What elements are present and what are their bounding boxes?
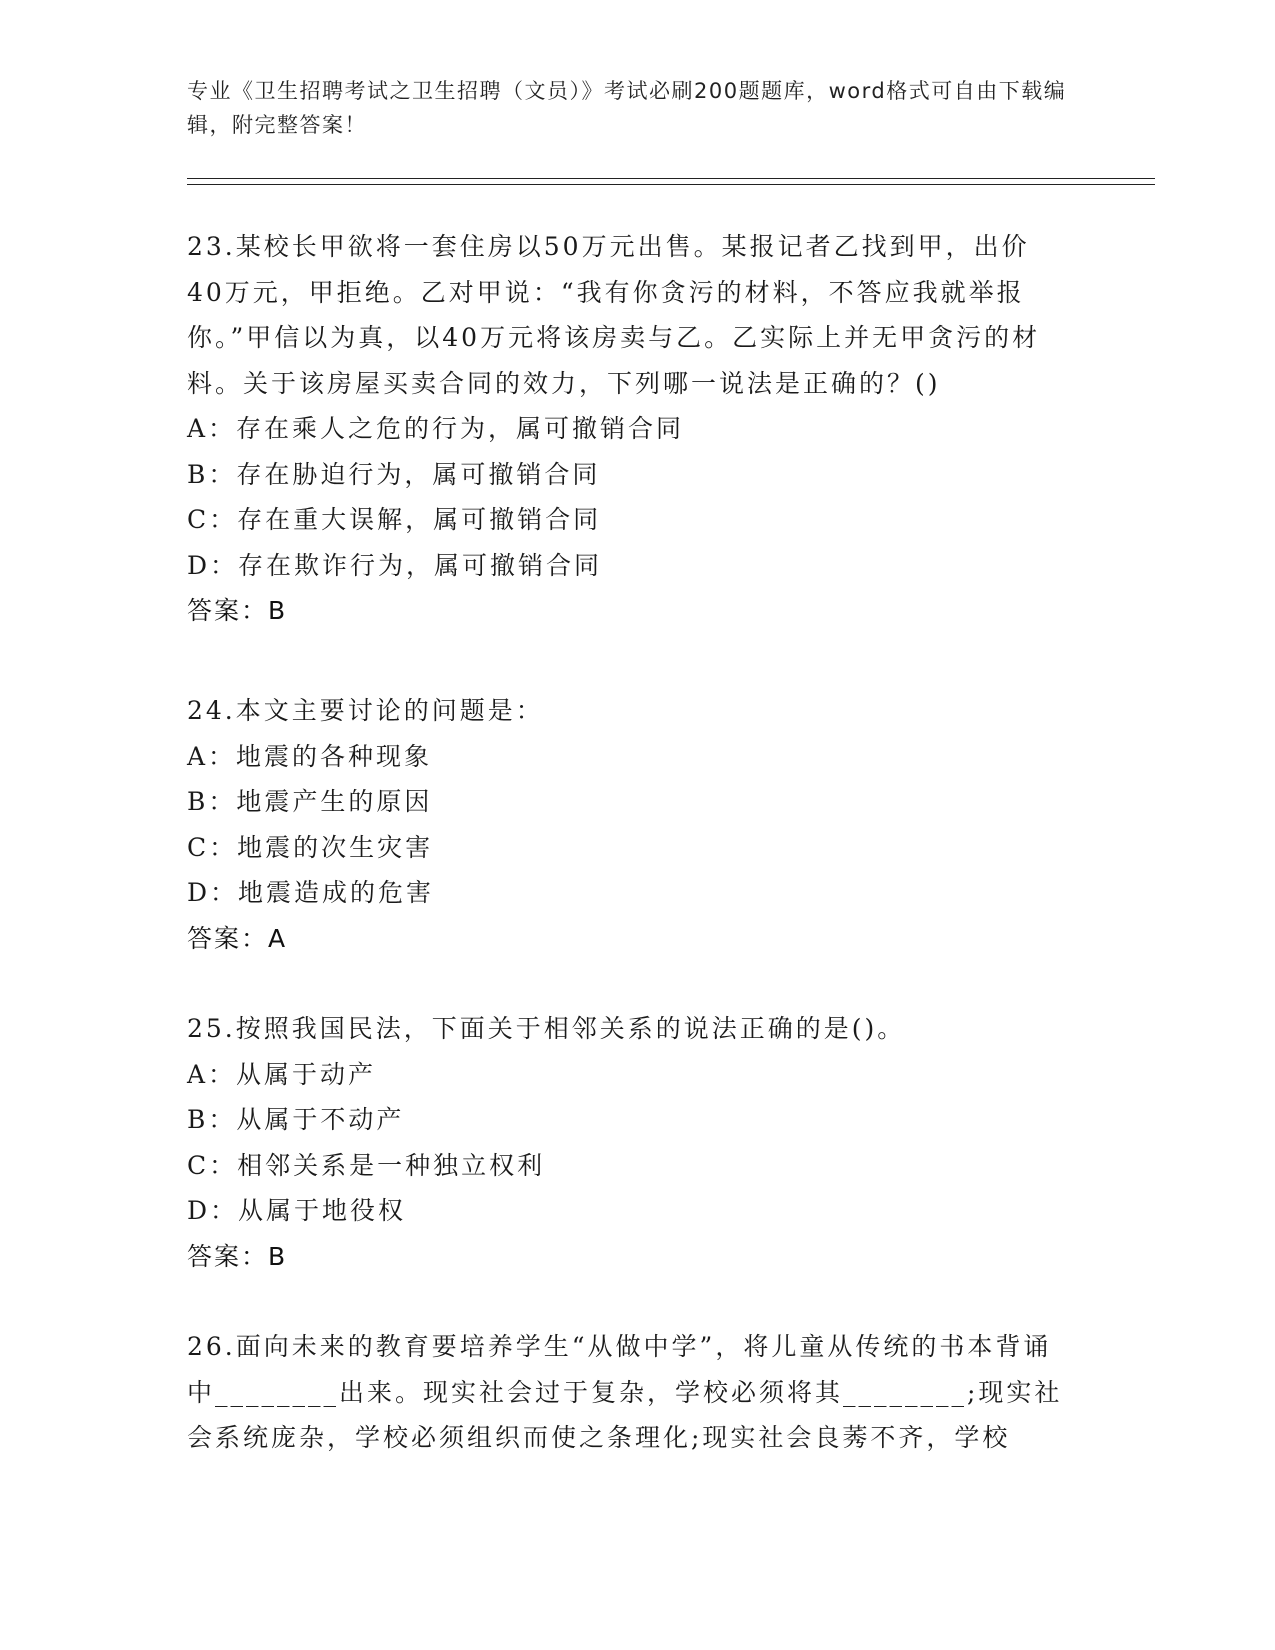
option-b: B：地震产生的原因 [187,787,433,816]
question-23 [187,224,1067,634]
option-d: D：存在欺诈行为，属可撤销合同 [187,550,603,580]
question-26 [187,1324,1067,1461]
question-text: 25.按照我国民法，下面关于相邻关系的说法正确的是()。 [187,1014,906,1043]
option-c: C：存在重大误解，属可撤销合同 [187,505,602,534]
question-text: 24.本文主要讨论的问题是： [187,696,544,725]
option-d: D：从属于地役权 [187,1196,407,1225]
question-text: 26.面向未来的教育要培养学生“从做中学”，将儿童从传统的书本背诵中________出来。现实社会过于复杂，学校必须将其________;现实社会系统庞杂，学校必须组织而使之条理化;现实社会良莠不齐，学校 [187,1332,1063,1452]
answer: 答案：A [187,923,288,953]
question-text: 23.某校长甲欲将一套住房以50万元出售。某报记者乙找到甲，出价40万元，甲拒绝。乙对甲说：“我有你贪污的材料，不答应我就举报你。”甲信以为真，以40万元将该房卖与乙。乙实际上并无甲贪污的材料。关于该房屋买卖合同的效力，下列哪一说法是正确的？() [187,232,1041,398]
header-rule-bottom [187,184,1155,185]
answer: 答案：B [187,1241,288,1271]
option-a: A：地震的各种现象 [187,741,433,771]
header-rule-top [187,178,1155,179]
option-a: A：从属于动产 [187,1059,377,1089]
option-c: C：地震的次生灾害 [187,832,434,862]
option-b: B：从属于不动产 [187,1105,405,1134]
option-d: D：地震造成的危害 [187,878,435,907]
question-24 [187,688,1067,961]
answer: 答案：B [187,596,288,625]
option-c: C：相邻关系是一种独立权利 [187,1150,546,1180]
question-25 [187,1006,1067,1279]
option-b: B：存在胁迫行为，属可撤销合同 [187,459,601,489]
option-a: A：存在乘人之危的行为，属可撤销合同 [187,414,685,443]
document-header: 专业《卫生招聘考试之卫生招聘（文员）》考试必刷200题题库，word格式可自由下载编辑，附完整答案！ [187,79,1067,137]
